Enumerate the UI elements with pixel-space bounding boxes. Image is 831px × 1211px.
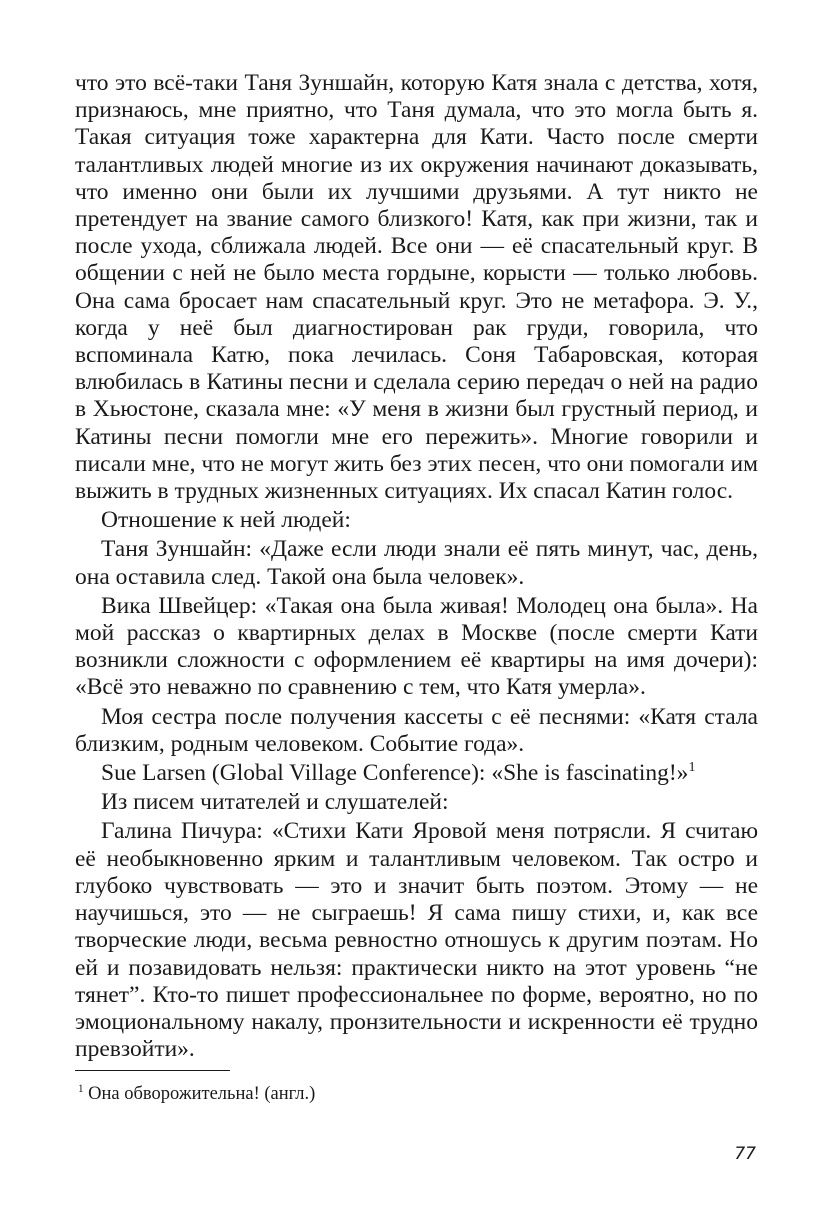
footnote-divider	[75, 1070, 230, 1071]
footnote	[78, 1083, 315, 1105]
paragraph-1: что это всё-таки Таня Зуншайн, которую Катя знала с детства, хотя, признаюсь, мне приятно, что Таня думала, что это могла быть я. Такая ситуация тоже характерна для Кати. Часто после смерти талантливых людей многие из их окружения начинают доказывать, что именно они были их лучшими друзьями. А тут никто не претендует на звание самого близкого! Катя, как при жизни, так и после ухода, сближала людей. Все они — её спасательный круг. В общении с ней не было места гордыне, корысти — только любовь. Она сама бросает нам спасательный круг. Это не метафора. Э. У., когда у неё был диагностирован рак груди, говорила, что вспоминала Катю, пока лечилась. Соня Табаровская, которая влюбилась в Катины песни и сделала серию передач о ней на радио в Хьюстоне, сказала мне: «У меня в жизни был грустный период, и Катины песни помогли мне его пережить». Многие говорили и писали мне, что не могут жить без этих песен, что они помогали им выжить в трудных жизненных ситуациях. Их спасал Катин голос.	[75, 70, 758, 505]
paragraph-5: Моя сестра после получения кассеты с её песнями: «Катя стала близким, родным человеком. Событие года».	[75, 703, 758, 757]
footnote-marker: 1	[78, 1082, 84, 1095]
paragraph-3: Таня Зуншайн: «Даже если люди знали её пять минут, час, день, она оставила след. Такой она была человек».	[75, 536, 758, 590]
paragraph-7: Из писем читателей и слушателей:	[101, 789, 449, 816]
footnote-text: Она обворожительна! (англ.)	[88, 1084, 316, 1104]
footnote-reference[interactable]: 1	[688, 759, 696, 776]
paragraph-8: Галина Пичура: «Стихи Кати Яровой меня потрясли. Я считаю её необыкновенно ярким и талантливым человеком. Так остро и глубоко чувствовать — это и значит быть поэтом. Этому — не научишься, это — не сыграешь! Я сама пишу стихи, и, как все творческие люди, весьма ревностно отношусь к другим поэтам. Но ей и позавидовать нельзя: практически никто на этот уровень “не тянет”. Кто-то пишет профессиональнее по форме, вероятно, но по эмоциональному накалу, пронзительности и искренности её трудно превзойти».	[75, 818, 758, 1063]
paragraph-2: Отношение к ней людей:	[101, 507, 351, 534]
paragraph-6	[75, 760, 758, 787]
page-number: 77	[734, 1144, 756, 1164]
page-body	[75, 70, 758, 1063]
paragraph-6-text: Sue Larsen (Global Village Conference): «She is fascinating!»	[101, 760, 689, 787]
paragraph-4: Вика Швейцер: «Такая она была живая! Молодец она была». На мой рассказ о квартирных делах в Москве (после смерти Кати возникли сложности с оформлением её квартиры на имя дочери): «Всё это неважно по сравнению с тем, что Катя умерла».	[75, 592, 758, 701]
